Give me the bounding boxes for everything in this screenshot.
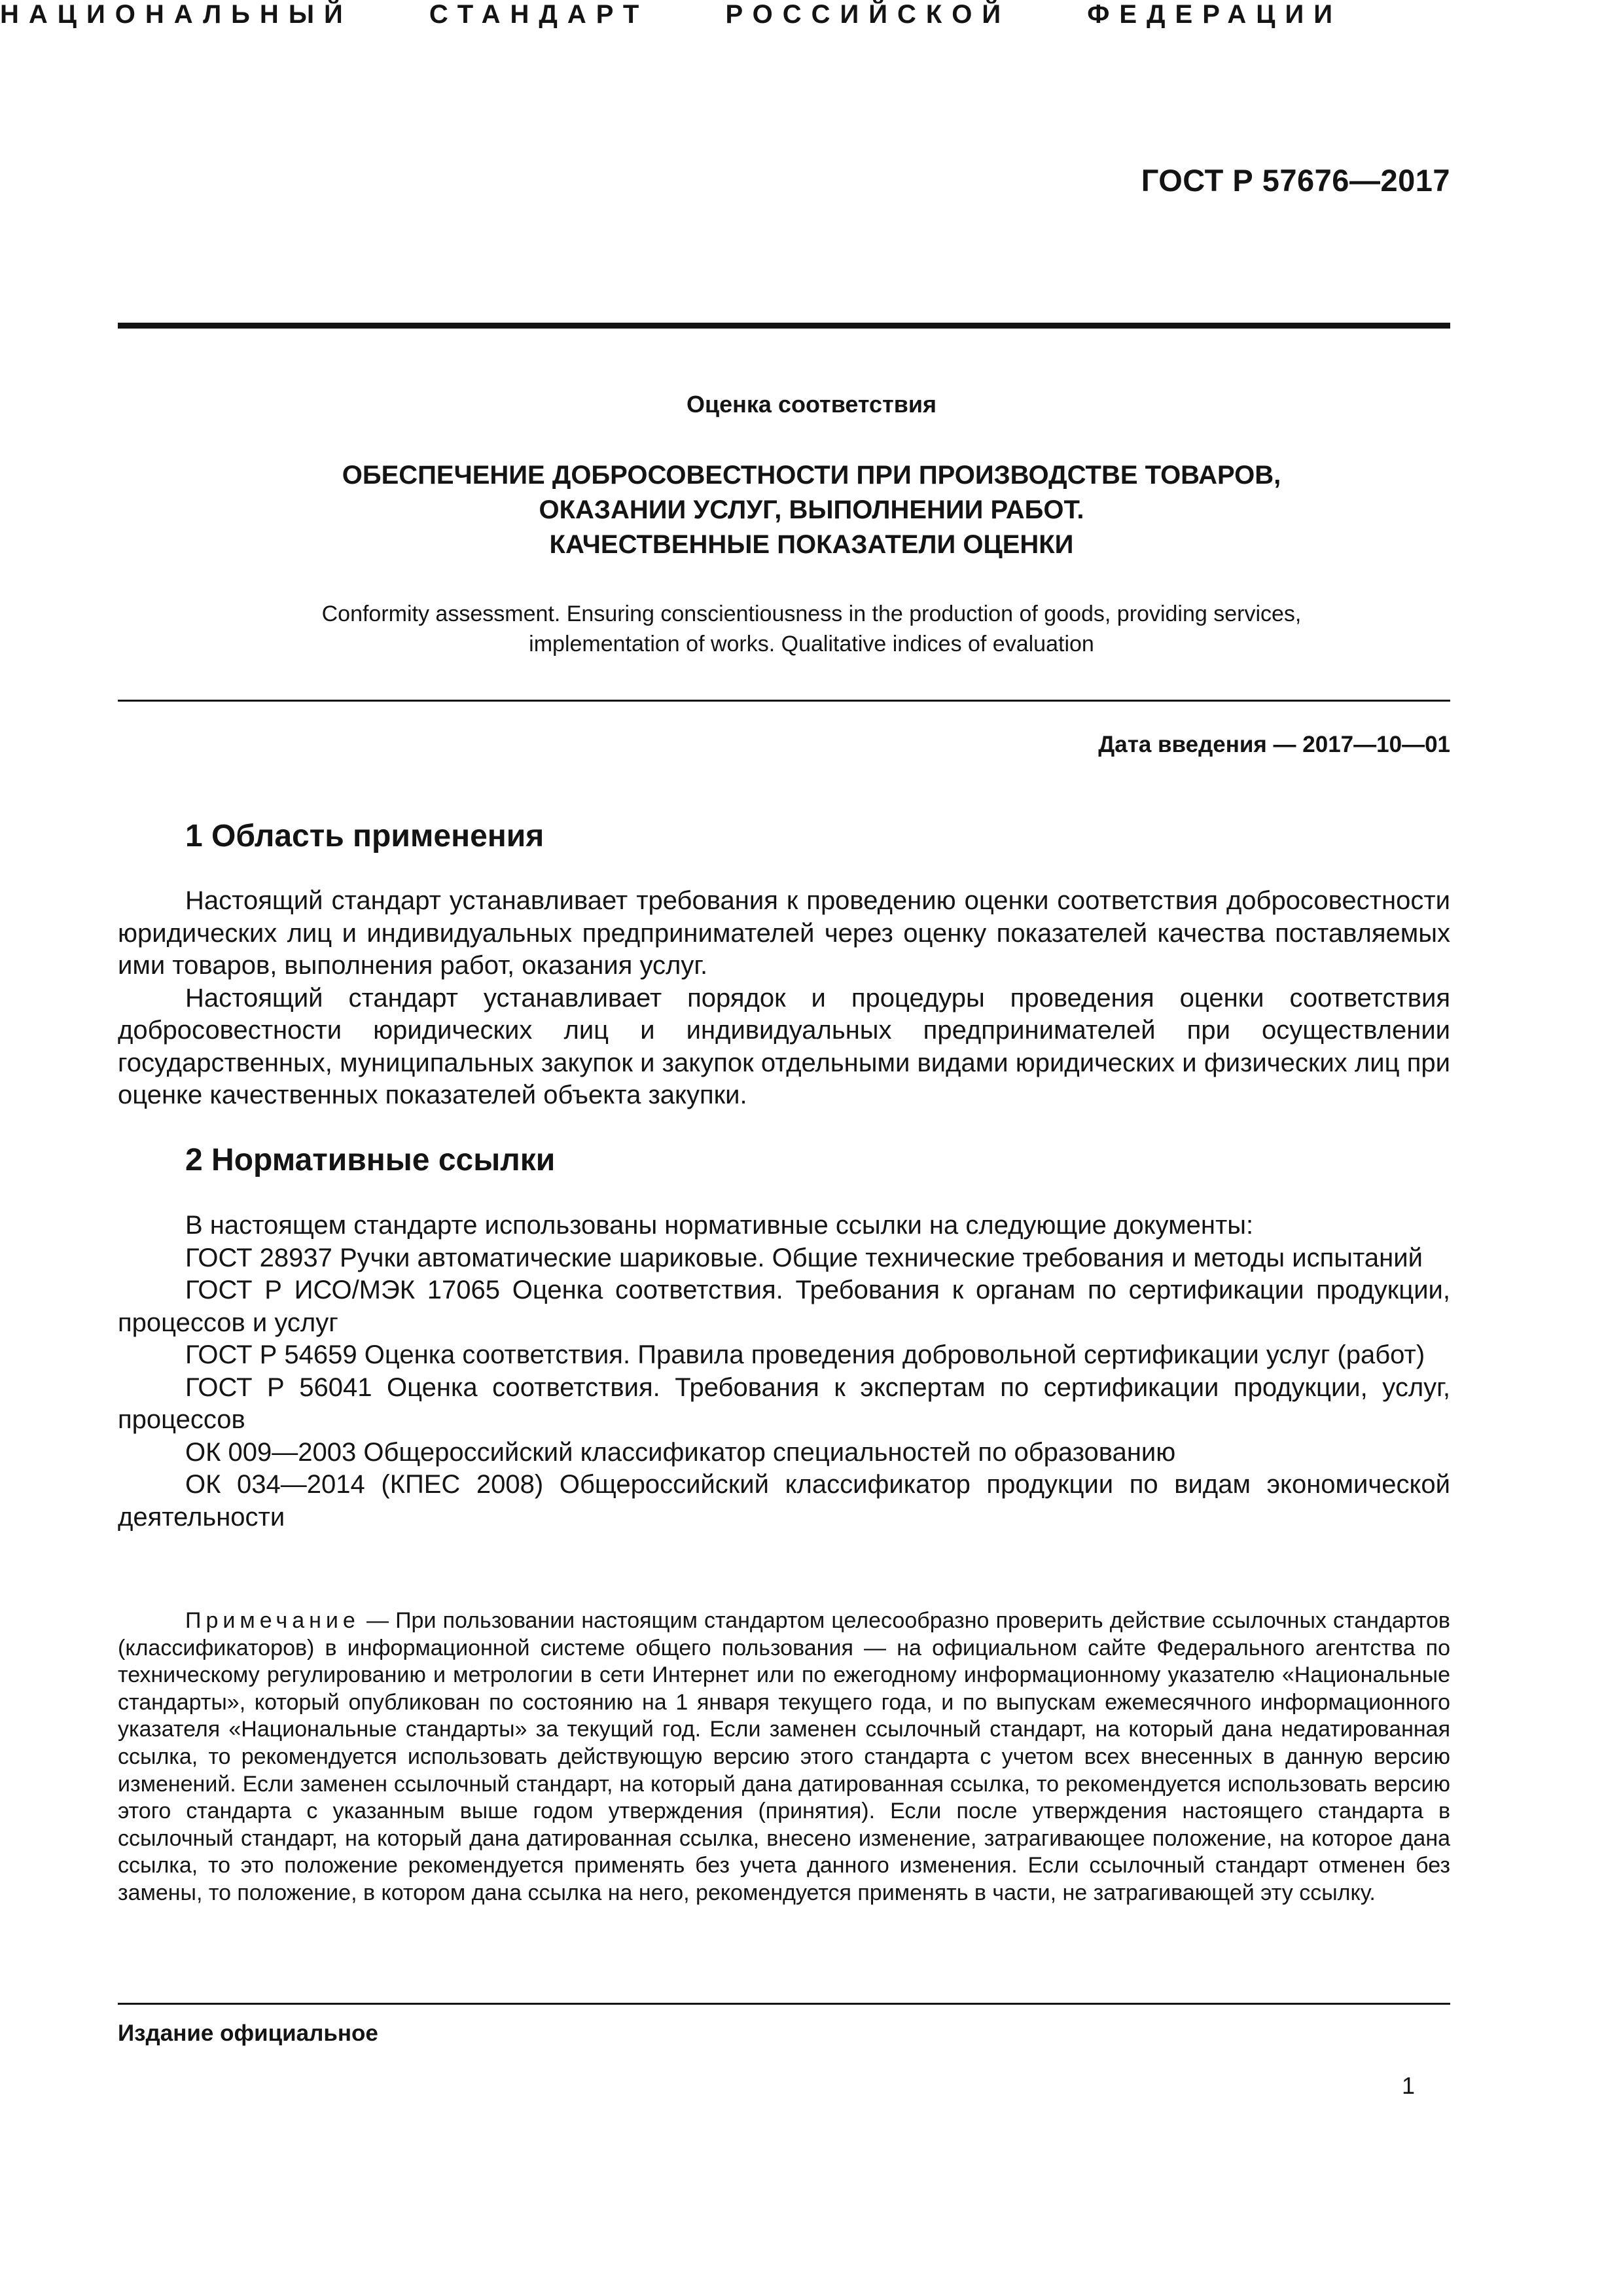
page-number: 1 xyxy=(1401,2072,1415,2099)
paragraph: Настоящий стандарт устанавливает порядок и процедуры проведения оценки соответствия добросовестности юридических лиц и индивидуальных предпринимателей при осуществлении государственных, муниципальных закупок и закупок отдельными видами юридических и физических лиц при оценке качественных показателей объекта закупки. xyxy=(118,983,1450,1109)
national-header-word: НАЦИОНАЛЬНЫЙ xyxy=(0,0,353,29)
title-group: Оценка соответствия xyxy=(687,391,936,418)
national-standard-header xyxy=(0,0,1342,29)
footer-divider xyxy=(118,2003,1450,2005)
section-1-heading: 1 Область применения xyxy=(185,819,544,853)
title-line: ОКАЗАНИИ УСЛУГ, ВЫПОЛНЕНИИ РАБОТ. xyxy=(539,495,1084,524)
title-line: КАЧЕСТВЕННЫЕ ПОКАЗАТЕЛИ ОЦЕНКИ xyxy=(549,530,1074,559)
section-2-heading: 2 Нормативные ссылки xyxy=(185,1143,556,1177)
document-number: ГОСТ Р 57676—2017 xyxy=(1141,163,1450,198)
note-label: Примечание xyxy=(185,1608,360,1633)
normative-reference: ГОСТ Р 54659 Оценка соответствия. Правила проведения добровольной сертификации услуг (работ) xyxy=(185,1340,1425,1369)
introduction-date: Дата введения — 2017—10—01 xyxy=(1098,732,1450,757)
national-header-word: СТАНДАРТ xyxy=(429,0,649,29)
normative-reference: ГОСТ 28937 Ручки автоматические шариковые. Общие технические требования и методы испытаний xyxy=(185,1243,1423,1272)
normative-reference: ГОСТ Р ИСО/МЭК 17065 Оценка соответствия. Требования к органам по сертификации продукции, процессов и услуг xyxy=(118,1276,1450,1337)
note-text: — При пользовании настоящим стандартом целесообразно проверить действие ссылочных стандартов (классификаторов) в информационной системе общего пользования — на официальном сайте Федерального агентства по техническому регулированию и метрологии в сети Интернет или по ежегодному информационному указателю «Национальные стандарты», который опубликован по состоянию на 1 января текущего года, и по выпускам ежемесячного информационного указателя «Национальные стандарты» за текущий год. Если заменен ссылочный стандарт, на который дана недатированная ссылка, то рекомендуется использовать действующую версию этого стандарта с учетом всех внесенных в данную версию изменений. Если заменен ссылочный стандарт, на который дана датированная ссылка, то рекомендуется использовать версию этого стандарта с указанным выше годом утверждения (принятия). Если после утверждения настоящего стандарта в ссылочный стандарт, на который дана датированная ссылка, внесено изменение, затрагивающее положение, на которое дана ссылка, то это положение рекомендуется применять без учета данного изменения. Если ссылочный стандарт отменен без замены, то положение, в котором дана ссылка на него, рекомендуется применять в части, не затрагивающей эту ссылку. xyxy=(118,1608,1450,1905)
note xyxy=(118,1607,1450,1907)
english-title xyxy=(118,599,1505,659)
normative-reference: ОК 034—2014 (КПЕС 2008) Общероссийский классификатор продукции по видам экономической деятельности xyxy=(118,1470,1450,1532)
title-divider xyxy=(118,700,1450,702)
paragraph: Настоящий стандарт устанавливает требования к проведению оценки соответствия добросовестности юридических лиц и индивидуальных предпринимателей через оценку показателей качества поставляемых ими товаров, выполнения работ, оказания услуг. xyxy=(118,886,1450,980)
english-title-line: Conformity assessment. Ensuring conscientiousness in the production of goods, providing services, xyxy=(321,601,1302,626)
english-title-line: implementation of works. Qualitative indices of evaluation xyxy=(529,632,1094,656)
normative-reference: ГОСТ Р 56041 Оценка соответствия. Требования к экспертам по сертификации продукции, услуг, процессов xyxy=(118,1372,1450,1434)
section-2-body xyxy=(118,1210,1450,1534)
national-header-word: РОССИЙСКОЙ xyxy=(725,0,1011,29)
paragraph: В настоящем стандарте использованы нормативные ссылки на следующие документы: xyxy=(185,1211,1254,1240)
official-edition-label: Издание официальное xyxy=(118,2020,378,2046)
normative-reference: ОК 009—2003 Общероссийский классификатор специальностей по образованию xyxy=(185,1437,1176,1467)
title-line: ОБЕСПЕЧЕНИЕ ДОБРОСОВЕСТНОСТИ ПРИ ПРОИЗВОДСТВЕ ТОВАРОВ, xyxy=(342,461,1281,490)
national-header-word: ФЕДЕРАЦИИ xyxy=(1087,0,1342,29)
section-1-body xyxy=(118,885,1450,1112)
document-title xyxy=(118,458,1505,562)
header-divider xyxy=(118,323,1450,329)
